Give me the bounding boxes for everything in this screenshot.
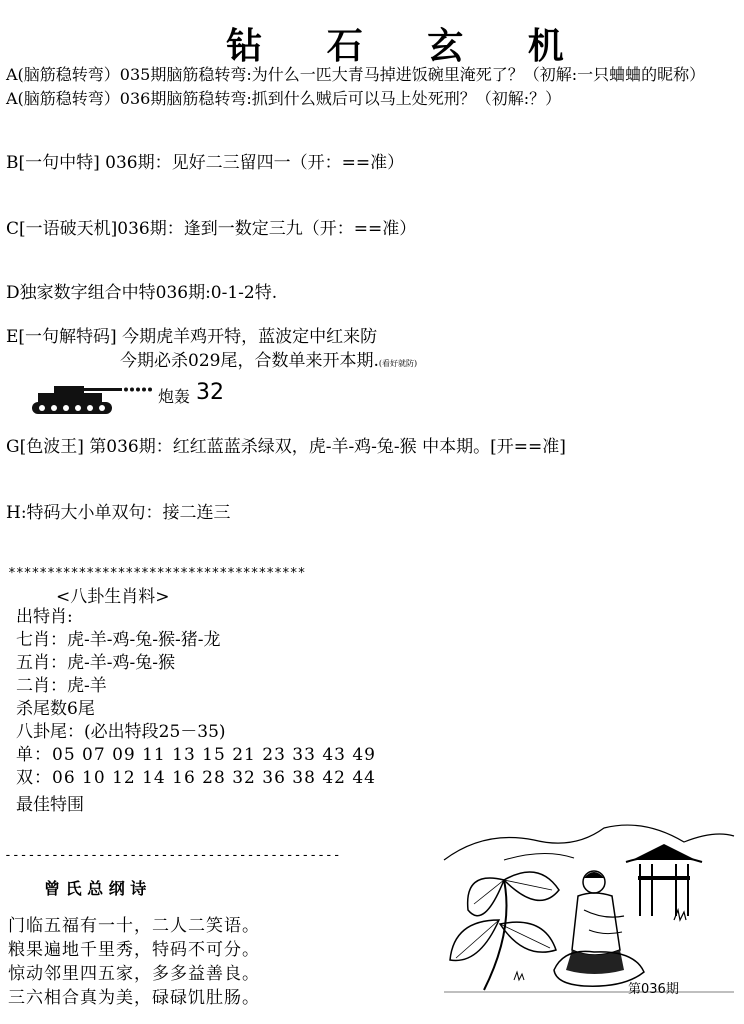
bagua-item: 二肖：虎-羊 xyxy=(16,676,107,696)
sage-illustration xyxy=(444,820,734,1014)
poem-body xyxy=(8,914,260,1010)
riddle-line-035: A(脑筋稳转弯）035期脑筋稳转弯:为什么一匹大青马掉进饭碗里淹死了？（初解:一只蛐蛐的昵称） xyxy=(6,65,706,84)
page-title: 钻 石 玄 机 xyxy=(226,25,590,67)
riddle-line-036: A(脑筋稳转弯）036期脑筋稳转弯:抓到什么贼后可以马上处死刑？（初解:？） xyxy=(6,89,562,108)
section-e-line-2-text: 今期必杀029尾，合数单来开本期. xyxy=(120,351,379,371)
poem-line: 惊动邻里四五家，多多益善良。 xyxy=(8,964,260,984)
section-e-note: (看好就防) xyxy=(378,359,418,368)
bagua-list xyxy=(16,606,376,815)
section-c-line: C[一语破天机]036期：逢到一数定三九（开：==准） xyxy=(6,219,417,239)
stars-divider: ************************************** xyxy=(8,566,306,581)
issue-caption: 第036期 xyxy=(628,982,679,997)
bagua-item: 出特肖: xyxy=(16,607,73,627)
bagua-odd-numbers: 单：05 07 09 11 13 15 21 23 33 43 49 xyxy=(16,745,376,765)
section-g-line: G[色波王] 第036期：红红蓝蓝杀绿双，虎-羊-鸡-兔-猴 中本期。[开==准] xyxy=(6,437,566,457)
bagua-item: 八卦尾：(必出特段25－35) xyxy=(16,722,226,742)
poem-title: 曾 氏 总 纲 诗 xyxy=(44,879,147,898)
poem-line: 三六相合真为美，碌碌饥肚肠。 xyxy=(8,988,260,1008)
section-e-line-1: E[一句解特码] 今期虎羊鸡开特，蓝波定中红来防 xyxy=(6,327,378,347)
section-d-line: D独家数字组合中特036期:0-1-2特. xyxy=(6,283,278,303)
bagua-item: 七肖：虎-羊-鸡-兔-猴-猪-龙 xyxy=(16,630,221,650)
section-b-line: B[一句中特] 036期：见好二三留四一（开：==准） xyxy=(6,153,405,173)
tank-icon xyxy=(28,378,158,418)
tank-graphic xyxy=(28,378,158,422)
bagua-item: 五肖：虎-羊-鸡-兔-猴 xyxy=(16,653,175,673)
sage-drawing xyxy=(444,820,734,1010)
bagua-cut-line: 最佳特围 xyxy=(16,795,84,815)
bagua-heading: <八卦生肖料> xyxy=(56,587,170,607)
poem-line: 门临五福有一十，二人二笑语。 xyxy=(8,916,260,936)
section-h-line: H:特码大小单双句：接二连三 xyxy=(6,503,231,523)
bagua-item: 杀尾数6尾 xyxy=(16,699,95,719)
poem-divider: ------------------------------------------- xyxy=(4,848,341,863)
bagua-even-numbers: 双：06 10 12 14 16 28 32 36 38 42 44 xyxy=(16,768,376,788)
section-e-line-2 xyxy=(120,346,417,371)
tank-label: 炮轰 xyxy=(158,387,191,406)
tank-number: 32 xyxy=(196,380,224,405)
poem-line: 粮果遍地千里秀，特码不可分。 xyxy=(8,940,260,960)
